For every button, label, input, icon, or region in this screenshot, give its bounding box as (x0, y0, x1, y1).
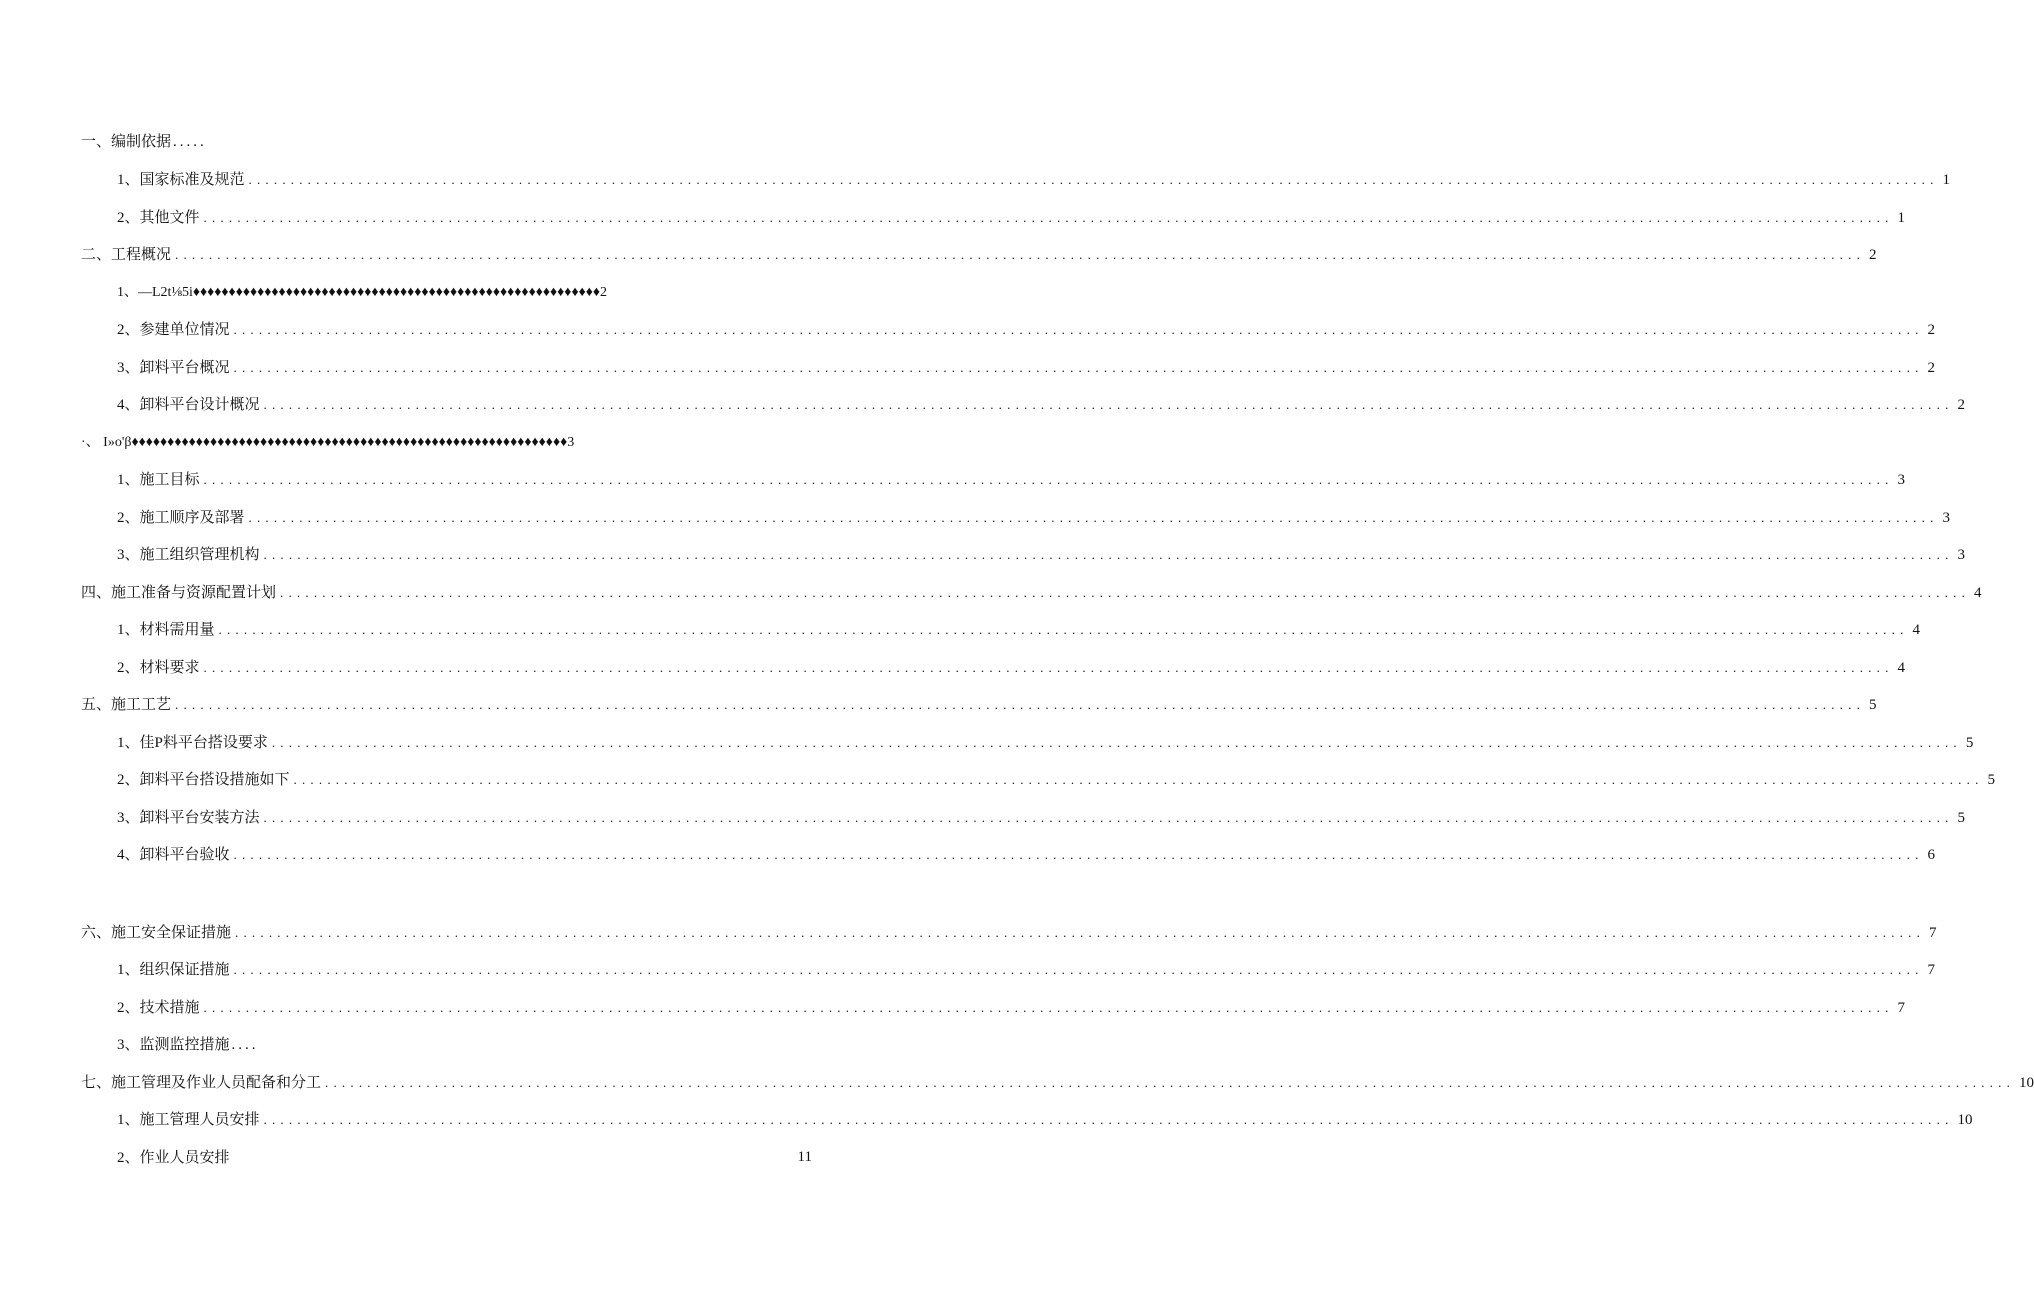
toc-entry[interactable] (117, 318, 1936, 342)
toc-entry-title: 二、工程概况 (81, 247, 172, 263)
toc-entry-title: 1、施工目标 (117, 472, 200, 488)
toc-entry[interactable] (117, 1033, 784, 1057)
toc-entry[interactable] (117, 958, 1936, 982)
toc-page-number: 10 (2019, 1075, 2034, 1091)
toc-entry[interactable] (117, 843, 1936, 867)
toc-entry-title: 2、材料要求 (117, 660, 200, 676)
toc-entry[interactable] (117, 806, 1966, 830)
toc-entry[interactable] (117, 768, 1996, 792)
toc-entry[interactable] (81, 431, 784, 455)
toc-entry-title: 1、材料需用量 (117, 622, 215, 638)
toc-entry[interactable] (117, 468, 1906, 492)
toc-entry-title: 2、参建单位情况 (117, 322, 230, 338)
toc-entry[interactable] (81, 581, 1982, 605)
toc-entry[interactable] (81, 130, 784, 154)
dot-leader: ..... (173, 134, 207, 150)
dot-leader: ........................................................................................................................................................................................................ (263, 810, 1954, 825)
toc-page-number: 5 (1987, 772, 1996, 788)
toc-entry-title: 五、施工工艺 (81, 697, 172, 713)
toc-entry-title: 3、卸料平台安装方法 (117, 810, 260, 826)
toc-entry-title: ·、 I»o'β♦♦♦♦♦♦♦♦♦♦♦♦♦♦♦♦♦♦♦♦♦♦♦♦♦♦♦♦♦♦♦♦♦♦♦♦♦♦♦♦♦♦♦♦♦♦♦♦♦♦♦♦♦♦♦♦♦♦♦♦♦3 (81, 435, 575, 450)
toc-page-number: 4 (1974, 585, 1982, 601)
dot-leader: ........................................................................................................................................................................................................ (271, 735, 1962, 750)
toc-page-number: 2 (1957, 397, 1966, 413)
dot-leader: .... (231, 1037, 259, 1053)
toc-entry-title: 2、技术措施 (117, 1000, 200, 1016)
toc-page-number: 6 (1927, 847, 1936, 863)
dot-leader: ........................................................................................................................................................................................................ (263, 1112, 1954, 1127)
toc-page-number: 7 (1897, 1000, 1906, 1016)
toc-entry-title: 3、监测监控措施 (117, 1037, 230, 1053)
dot-leader: ........................................................................................................................................................................................................ (203, 660, 1894, 675)
toc-entry-title: 3、卸料平台概况 (117, 360, 230, 376)
dot-leader: ........................................................................................................................................................................................................ (175, 697, 1866, 712)
toc-entry[interactable] (117, 656, 1906, 680)
toc-entry-title: 4、卸料平台设计概况 (117, 397, 260, 413)
dot-leader: ........................................................................................................................................................................................................ (293, 772, 1984, 787)
toc-page-number: 10 (1957, 1112, 1973, 1128)
toc-entry-title: 2、作业人员安排 (117, 1150, 230, 1166)
dot-leader: ........................................................................................................................................................................................................ (203, 472, 1894, 487)
dot-leader: ........................................................................................................................................................................................................ (233, 360, 1924, 375)
toc-page-number: 1 (1897, 210, 1906, 226)
dot-leader: ........................................................................................................................................................................................................ (263, 547, 1954, 562)
toc-page-number: 3 (1942, 510, 1951, 526)
toc-page-number: 4 (1912, 622, 1921, 638)
toc-entry[interactable] (117, 618, 1921, 642)
toc-entry-title: 2、其他文件 (117, 210, 200, 226)
toc-page-number: 2 (1869, 247, 1877, 263)
toc-entry-title: 四、施工准备与资源配置计划 (81, 585, 277, 601)
dot-leader: ........................................................................................................................................................................................................ (175, 247, 1866, 262)
toc-entry[interactable] (117, 393, 1966, 417)
toc-entry[interactable] (117, 1146, 784, 1170)
dot-leader: ........................................................................................................................................................................................................ (233, 962, 1924, 977)
toc-entry-title: 4、卸料平台验收 (117, 847, 230, 863)
toc-entry-title: 六、施工安全保证措施 (81, 925, 232, 941)
dot-leader: ........................................................................................................................................................................................................ (280, 585, 1971, 600)
toc-entry-title: 1、—L2t⅛5i♦♦♦♦♦♦♦♦♦♦♦♦♦♦♦♦♦♦♦♦♦♦♦♦♦♦♦♦♦♦♦♦♦♦♦♦♦♦♦♦♦♦♦♦♦♦♦♦♦♦♦♦♦♦♦♦♦2 (117, 285, 608, 300)
toc-page-number: 2 (1927, 322, 1936, 338)
toc-entry[interactable] (81, 1071, 2034, 1095)
toc-entry[interactable] (117, 168, 1951, 192)
toc-entry[interactable] (81, 693, 1877, 717)
toc-page-number: 4 (1897, 660, 1906, 676)
toc-page-number: 11 (797, 1149, 812, 1165)
dot-leader: ........................................................................................................................................................................................................ (248, 510, 1939, 525)
toc-entry[interactable] (81, 921, 1937, 945)
toc-entry-title: 1、国家标准及规范 (117, 172, 245, 188)
toc-page-number: 3 (1897, 472, 1906, 488)
dot-leader: ........................................................................................................................................................................................................ (203, 210, 1894, 225)
toc-entry-title: 1、施工管理人员安排 (117, 1112, 260, 1128)
dot-leader: ........................................................................................................................................................................................................ (325, 1075, 2016, 1090)
toc-entry-title: 一、编制依据 (81, 134, 172, 150)
toc-page-number: 5 (1965, 735, 1974, 751)
toc-entry[interactable] (117, 731, 1974, 755)
toc-entry-title: 2、施工顺序及部署 (117, 510, 245, 526)
toc-page-number: 5 (1957, 810, 1966, 826)
toc-page-number: 7 (1927, 962, 1936, 978)
toc-entry[interactable] (117, 356, 1936, 380)
toc-entry-title: 1、佳P料平台搭设要求 (117, 735, 268, 751)
dot-leader: ........................................................................................................................................................................................................ (233, 322, 1924, 337)
toc-page-number: 2 (1927, 360, 1936, 376)
toc-page-number: 3 (1957, 547, 1966, 563)
toc-entry-title: 2、卸料平台搭设措施如下 (117, 772, 290, 788)
dot-leader: ........................................................................................................................................................................................................ (235, 925, 1926, 940)
dot-leader: ........................................................................................................................................................................................................ (233, 847, 1924, 862)
toc-entry[interactable] (81, 243, 1877, 267)
toc-entry[interactable] (117, 506, 1951, 530)
dot-leader: ........................................................................................................................................................................................................ (248, 172, 1939, 187)
toc-entry[interactable] (117, 281, 784, 305)
dot-leader: ........................................................................................................................................................................................................ (263, 397, 1954, 412)
toc-entry-title: 七、施工管理及作业人员配备和分工 (81, 1075, 322, 1091)
toc-page-number: 1 (1942, 172, 1951, 188)
toc-entry[interactable] (117, 543, 1966, 567)
toc-entry-title: 1、组织保证措施 (117, 962, 230, 978)
toc-entry-title: 3、施工组织管理机构 (117, 547, 260, 563)
toc-entry[interactable] (117, 996, 1906, 1020)
dot-leader: ........................................................................................................................................................................................................ (218, 622, 1909, 637)
toc-entry[interactable] (117, 1108, 1973, 1132)
toc-page-number: 5 (1869, 697, 1877, 713)
toc-page-number: 7 (1929, 925, 1937, 941)
dot-leader: ........................................................................................................................................................................................................ (203, 1000, 1894, 1015)
toc-entry[interactable] (117, 206, 1906, 230)
